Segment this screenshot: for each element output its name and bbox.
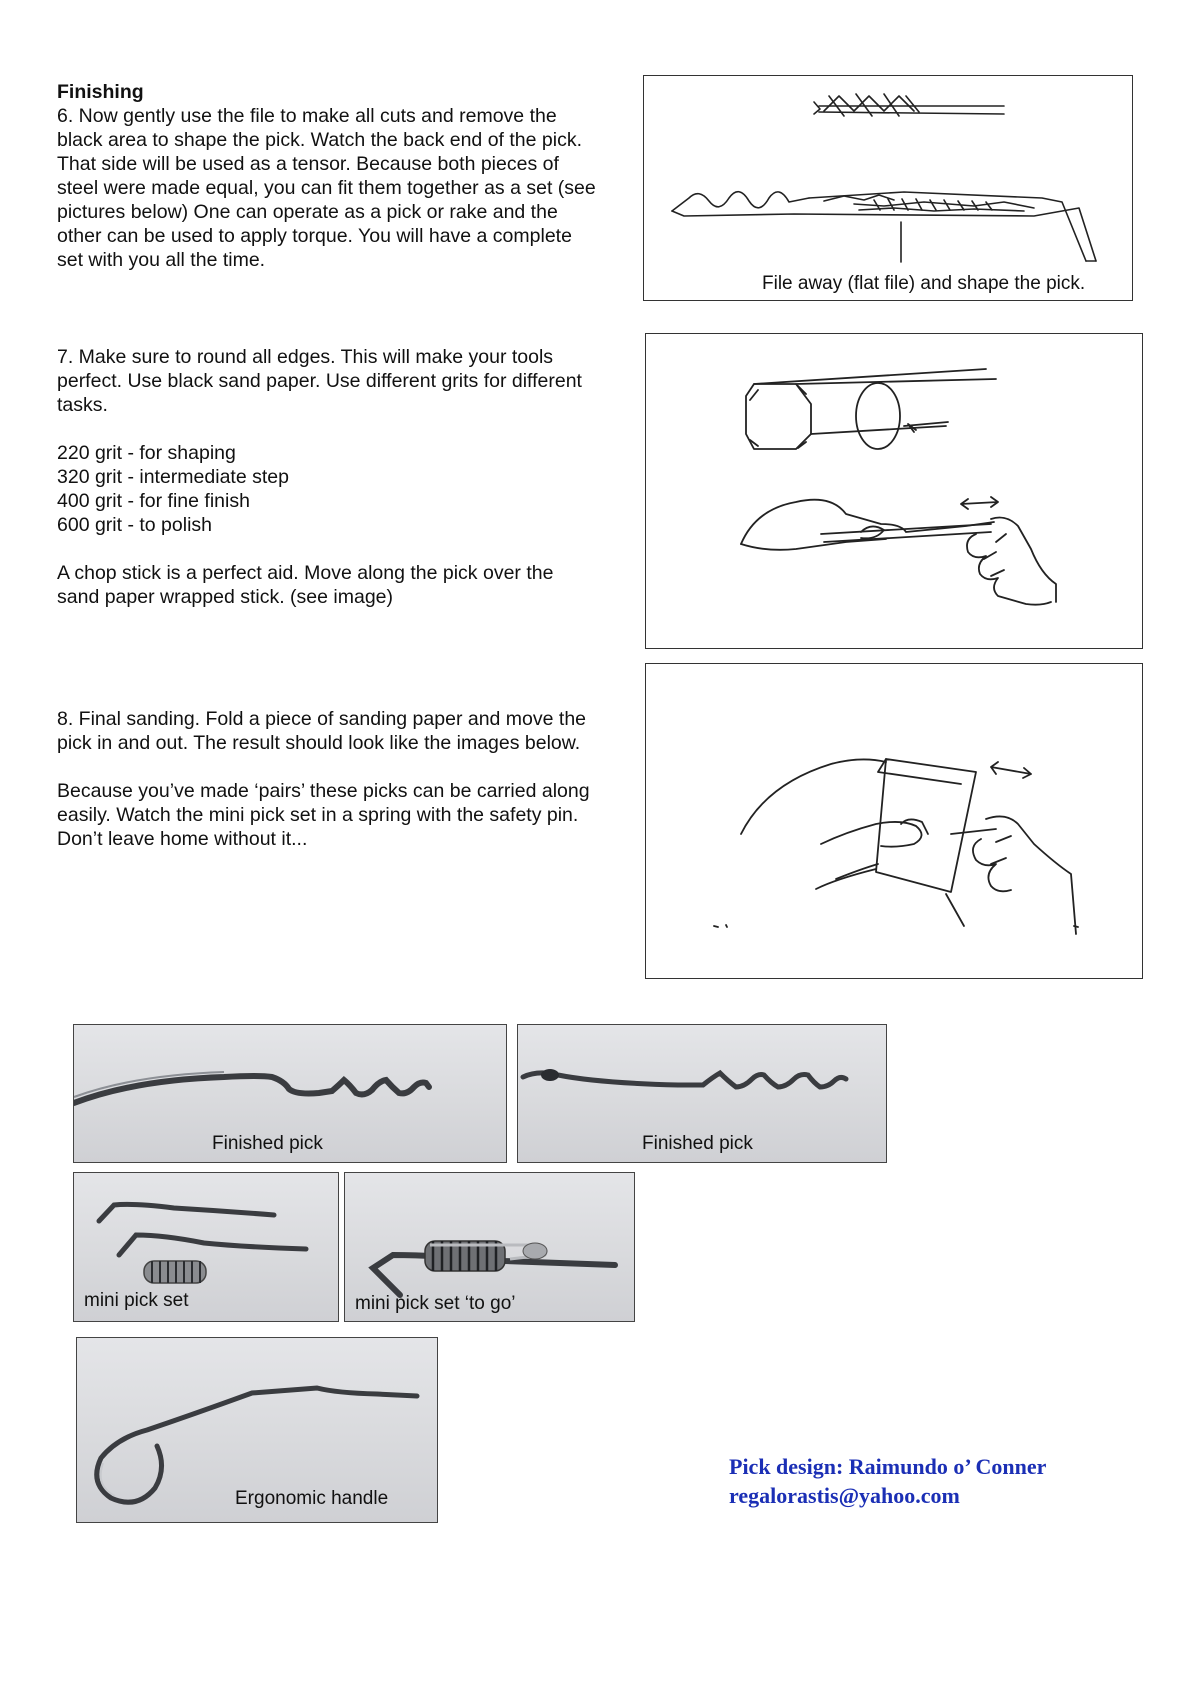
- paragraph-line: tasks.: [57, 394, 108, 416]
- round-edges-sketch-figure: [645, 333, 1143, 649]
- photo-caption: mini pick set ‘to go’: [355, 1293, 516, 1314]
- round-edges-sketch: [646, 334, 1144, 650]
- final-sanding-sketch-figure: [645, 663, 1143, 979]
- paragraph-line: 7. Make sure to round all edges. This will make your tools: [57, 346, 554, 368]
- ergonomic-handle-photo: [76, 1337, 438, 1523]
- final-sanding-sketch: [646, 664, 1144, 980]
- paragraph-line: That side will be used as a tensor. Because both pieces of: [57, 153, 559, 175]
- photo-caption: Finished pick: [642, 1133, 753, 1154]
- finished-pick-photo-1: [73, 1024, 507, 1163]
- file-pick-sketch: [644, 76, 1134, 302]
- paragraph-line: Don’t leave home without it...: [57, 828, 308, 850]
- photo-caption: mini pick set: [84, 1290, 189, 1311]
- paragraph-line: 6. Now gently use the file to make all cuts and remove the: [57, 105, 557, 127]
- grit-item: 600 grit - to polish: [57, 514, 213, 536]
- paragraph-line: steel were made equal, you can fit them together as a set (see: [57, 177, 596, 199]
- mini-pick-set-to-go-photo: [344, 1172, 635, 1322]
- section-7-text: [57, 345, 627, 609]
- mini-pick-set-photo: [73, 1172, 339, 1322]
- paragraph-line: black area to shape the pick. Watch the back end of the pick.: [57, 129, 582, 151]
- credit-email[interactable]: regalorastis@yahoo.com: [729, 1483, 960, 1508]
- photo-caption: Finished pick: [212, 1133, 323, 1154]
- grit-item: 220 grit - for shaping: [57, 442, 236, 464]
- paragraph-line: other can be used to apply torque. You will have a complete: [57, 225, 572, 247]
- design-credit: [729, 1452, 1046, 1510]
- paragraph-line: easily. Watch the mini pick set in a spring with the safety pin.: [57, 804, 579, 826]
- grit-item: 400 grit - for fine finish: [57, 490, 250, 512]
- section-6-text: [57, 80, 627, 272]
- credit-name: Pick design: Raimundo o’ Conner: [729, 1454, 1047, 1479]
- paragraph-line: pictures below) One can operate as a pick or rake and the: [57, 201, 558, 223]
- finished-pick-photo-2: [517, 1024, 887, 1163]
- file-pick-sketch-figure: [643, 75, 1133, 301]
- paragraph-line: Because you’ve made ‘pairs’ these picks can be carried along: [57, 780, 590, 802]
- figure-caption: File away (flat file) and shape the pick.: [762, 273, 1086, 294]
- paragraph-line: perfect. Use black sand paper. Use different grits for different: [57, 370, 582, 392]
- paragraph-line: A chop stick is a perfect aid. Move along the pick over the: [57, 562, 554, 584]
- paragraph-line: 8. Final sanding. Fold a piece of sanding paper and move the: [57, 708, 587, 730]
- paragraph-line: set with you all the time.: [57, 249, 266, 271]
- paragraph-line: pick in and out. The result should look like the images below.: [57, 732, 581, 754]
- photo-caption: Ergonomic handle: [235, 1488, 389, 1509]
- section-8-text: [57, 707, 627, 851]
- grit-item: 320 grit - intermediate step: [57, 466, 289, 488]
- section-heading: Finishing: [57, 81, 144, 103]
- paragraph-line: sand paper wrapped stick. (see image): [57, 586, 394, 608]
